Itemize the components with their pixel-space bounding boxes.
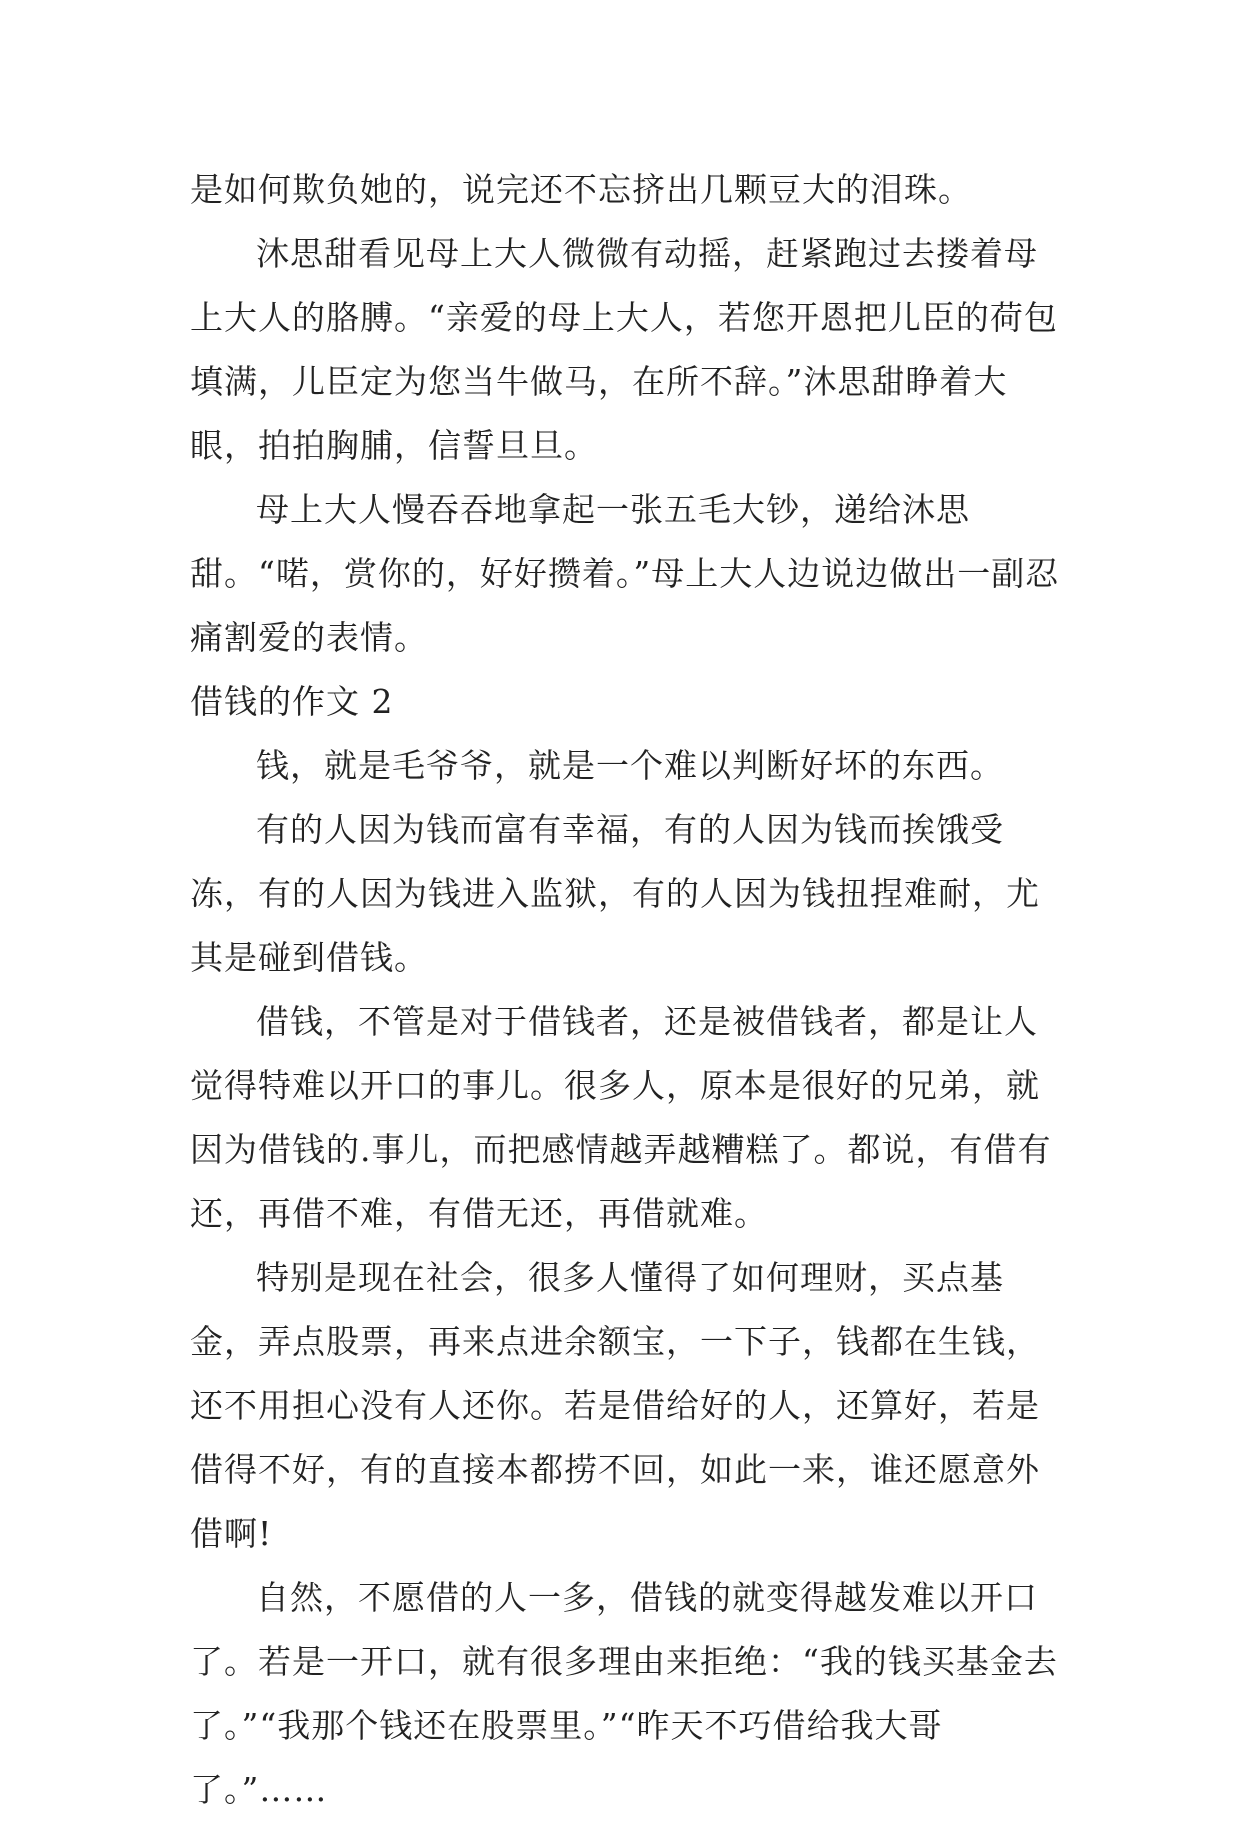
paragraph-money-intro: 钱，就是毛爷爷，就是一个难以判断好坏的东西。 (256, 746, 1004, 785)
paragraph-borrowing-hard: 借钱，不管是对于借钱者，还是被借钱者，都是让人觉得特难以开口的事儿。很多人，原本是很好的兄弟，就因为借钱的.事儿，而把感情越弄越糟糕了。都说，有借有还，再借不难，有借无还，再借就难。 (190, 1002, 1052, 1233)
paragraph-money-effects: 有的人因为钱而富有幸福，有的人因为钱而挨饿受冻，有的人因为钱进入监狱，有的人因为钱扭捏难耐，尤其是碰到借钱。 (190, 810, 1040, 977)
paragraph-refusal-reasons: 自然，不愿借的人一多，借钱的就变得越发难以开口了。若是一开口，就有很多理由来拒绝：“我的钱买基金去了。”“我那个钱还在股票里。”“昨天不巧借给我大哥了。”…… (190, 1578, 1058, 1809)
paragraph-fifty-cents: 母上大人慢吞吞地拿起一张五毛大钞，递给沐思甜。“喏，赏你的，好好攒着。”母上大人边说边做出一副忍痛割爱的表情。 (190, 490, 1060, 657)
document-body (190, 158, 1060, 1822)
section-heading: 借钱的作文 2 (190, 682, 394, 721)
paragraph-modern-society: 特别是现在社会，很多人懂得了如何理财，买点基金，弄点股票，再来点进余额宝，一下子，钱都在生钱，还不用担心没有人还你。若是借给好的人，还算好，若是借得不好，有的直接本都捞不回，如此一来，谁还愿意外借啊! (190, 1258, 1040, 1553)
paragraph-continuation: 是如何欺负她的，说完还不忘挤出几颗豆大的泪珠。 (190, 170, 972, 209)
paragraph-mu-sitian-hugs: 沐思甜看见母上大人微微有动摇，赶紧跑过去搂着母上大人的胳膊。“亲爱的母上大人，若您开恩把儿臣的荷包填满，儿臣定为您当牛做马，在所不辞。”沐思甜睁着大眼，拍拍胸脯，信誓旦旦。 (190, 234, 1058, 465)
